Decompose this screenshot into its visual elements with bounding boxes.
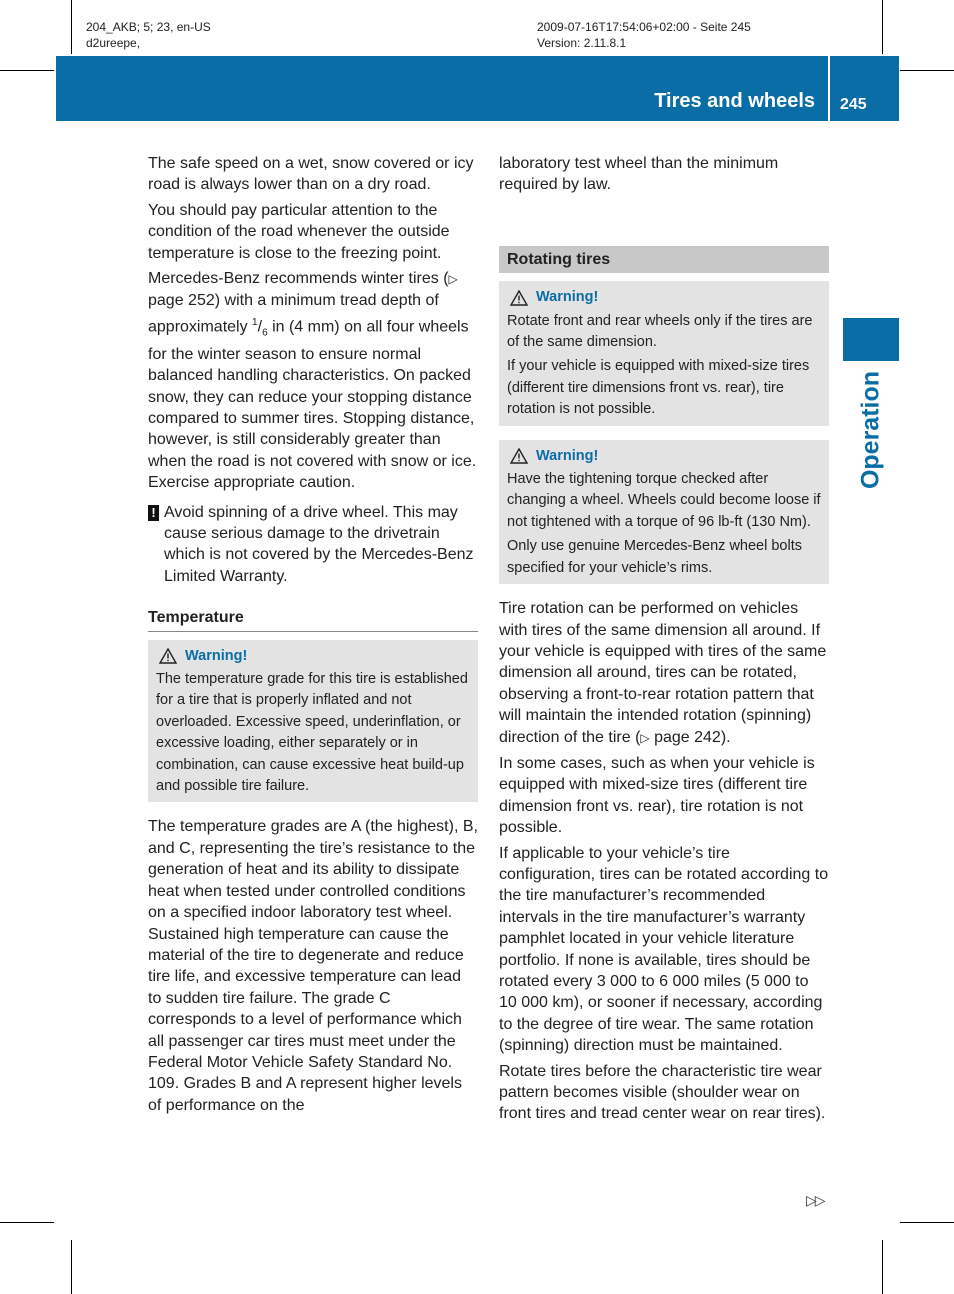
text: Tire rotation can be performed on vehicles with tires of the same dimension all around. If your vehicle is equipped with tires of the same dimension all around, tires can be rotated, observing a front-to-rear rotation pattern that will maintain the intended rotation (spinning) direction of the tire ( xyxy=(499,600,827,746)
warning-title: Warning! xyxy=(185,647,248,664)
warning-text: Rotate front and rear wheels only if the tires are of the same dimension. xyxy=(507,312,813,351)
crop-mark xyxy=(71,1240,72,1294)
paragraph: In some cases, such as when your vehicle is equipped with mixed-size tires (different tire dimension front vs. rear), tire rotation is not possible. xyxy=(499,754,815,837)
chapter-title: Tires and wheels xyxy=(654,90,815,112)
warning-triangle-icon xyxy=(510,448,528,464)
right-column xyxy=(499,153,829,1129)
crop-mark xyxy=(882,1240,883,1294)
meta-line: d2ureepe, xyxy=(86,36,141,50)
paragraph: If applicable to your vehicle’s tire configuration, tires can be rotated according to the tire manufacturer’s recommended intervals in the tire manufacturer’s warranty pamphlet located in your vehicle literature portfolio. If none is available, tires should be rotated every 3 000 to 6 000 miles (5 000 to 10 000 km), or sooner if necessary, according to the degree of tire wear. The same rotation (spinning) direction must be maintained. xyxy=(499,844,829,1055)
text: page 242). xyxy=(649,728,731,746)
warning-box xyxy=(148,640,478,803)
warning-header xyxy=(507,446,821,467)
meta-line: Version: 2.11.8.1 xyxy=(537,36,627,50)
warning-title: Warning! xyxy=(536,289,599,306)
crop-mark xyxy=(882,0,883,54)
paragraph: Rotate tires before the characteristic tire wear pattern becomes visible (shoulder wear on front tires and tread center wear on rear tires). xyxy=(499,1062,826,1123)
warning-text: The temperature grade for this tire is established for a tire that is properly inflated and not overloaded. Excessive speed, underinflation, or excessive loading, either separately or in combination, can cause excessive heat build-up and possible tire failure. xyxy=(156,671,468,795)
fraction-slash: / xyxy=(257,318,263,336)
meta-line: 204_AKB; 5; 23, en-US xyxy=(86,20,211,34)
paragraph: The safe speed on a wet, snow covered or icy road is always lower than on a dry road. xyxy=(148,155,474,194)
page-ref-arrow-icon: ▷ xyxy=(448,272,458,287)
paragraph xyxy=(148,268,478,494)
warning-header xyxy=(156,646,470,667)
note-text: Avoid spinning of a drive wheel. This may cause serious damage to the drivetrain which is not covered by the Mercedes-Benz Limited Warranty. xyxy=(164,503,474,585)
crop-mark xyxy=(71,0,72,54)
left-column xyxy=(148,153,478,1120)
text: Mercedes-Benz recommends winter tires ( xyxy=(148,270,449,288)
page-ref-arrow-icon: ▷ xyxy=(640,730,650,745)
section-tab xyxy=(843,318,899,361)
warning-text: Have the tightening torque checked after changing a wheel. Wheels could become loose if not tightened with a torque of 96 lb-ft (130 Nm). xyxy=(507,471,821,530)
fraction-numerator: 1 xyxy=(252,316,258,328)
meta-line: 2009-07-16T17:54:06+02:00 - Seite 245 xyxy=(537,20,751,34)
crop-mark xyxy=(900,1222,954,1223)
print-meta-left xyxy=(86,19,211,51)
caution-note xyxy=(148,502,478,588)
paragraph: You should pay particular attention to the condition of the road whenever the outside temperature is close to the freezing point. xyxy=(148,201,450,262)
section-tab-label: Operation xyxy=(856,370,885,490)
paragraph: laboratory test wheel than the minimum required by law. xyxy=(499,155,779,194)
text: in (4 mm) on all four wheels for the winter season to ensure normal balanced handling characteristics. On packed snow, they can reduce your stopping distance compared to summer tires. Stopping distance, however, is still considerably greater than when the road is not covered with snow or ice. Exercise appropriate caution. xyxy=(148,318,477,492)
warning-title: Warning! xyxy=(536,447,599,464)
section-heading-rotating-tires: Rotating tires xyxy=(499,246,829,273)
print-meta-right xyxy=(537,19,751,51)
text: page 252) with a minimum tread depth of approximately xyxy=(148,292,439,336)
crop-mark xyxy=(900,70,954,71)
chapter-header xyxy=(56,56,899,121)
page-number: 245 xyxy=(840,96,867,113)
crop-mark xyxy=(0,1222,54,1223)
warning-header xyxy=(507,287,821,308)
subheading-temperature: Temperature xyxy=(148,607,478,631)
warning-triangle-icon xyxy=(159,648,177,664)
paragraph xyxy=(499,598,829,749)
header-divider xyxy=(828,56,830,121)
warning-text: Only use genuine Mercedes-Benz wheel bolts specified for your vehicle’s rims. xyxy=(507,538,802,576)
continue-arrow-icon: ▷▷ xyxy=(806,1192,824,1208)
paragraph: The temperature grades are A (the highest), B, and C, representing the tire’s resistance to the generation of heat and its ability to dissipate heat when tested under controlled conditions on a specified indoor laboratory test wheel. Sustained high temperature can cause the material of the tire to degenerate and reduce tire life, and excessive temperature can lead to sudden tire failure. The grade C corresponds to a level of performance which all passenger car tires must meet under the Federal Motor Vehicle Safety Standard No. 109. Grades B and A represent higher levels of performance on the xyxy=(148,818,478,1114)
fraction-denominator: 6 xyxy=(262,327,268,339)
warning-text: If your vehicle is equipped with mixed-size tires (different tire dimensions front vs. rear), tire rotation is not possible. xyxy=(507,358,810,418)
warning-box xyxy=(499,440,829,584)
exclamation-icon: ! xyxy=(148,505,159,521)
warning-triangle-icon xyxy=(510,290,528,306)
crop-mark xyxy=(0,70,54,71)
warning-box xyxy=(499,281,829,425)
